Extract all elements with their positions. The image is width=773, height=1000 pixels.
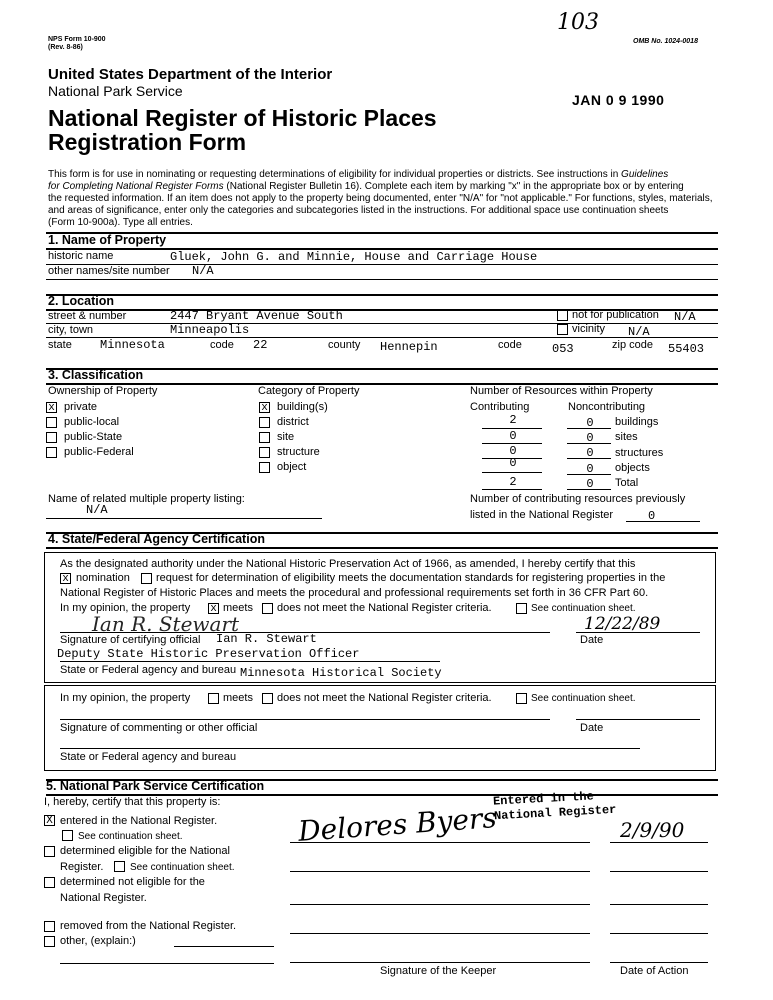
does-not-meet-checkbox-2[interactable] [262, 693, 273, 704]
historic-name-label: historic name [48, 250, 114, 262]
noncontributing-heading: Noncontributing [568, 401, 646, 413]
agency-field[interactable]: Minnesota Historical Society [240, 666, 442, 680]
ownership-option: public-local [64, 416, 120, 428]
intro-line: for Completing National Register Forms (National Register Bulletin 16). Complete each item by marking "x" in the appropriate box or by entering [48, 181, 684, 192]
private-checkbox[interactable]: x [46, 402, 57, 413]
county-label: county [328, 339, 361, 351]
date-label: Date [580, 722, 604, 734]
received-date-stamp: JAN 0 9 1990 [572, 92, 665, 108]
vicinity-label: vicinity [572, 323, 606, 335]
meets-checkbox-2[interactable] [208, 693, 219, 704]
intro-line: the requested information. If an item does not apply to the property being documented, enter "N/A" for "not applicable." For functions, styles, materials, [48, 193, 713, 204]
ownership-option: public-State [64, 431, 123, 443]
eligible-continuation-checkbox[interactable] [114, 861, 125, 872]
eligible-checkbox[interactable] [44, 846, 55, 857]
county-code-label: code [498, 339, 522, 351]
category-option: building(s) [277, 401, 328, 413]
not-for-publication-checkbox[interactable] [557, 310, 568, 321]
resource-row-label: structures [615, 447, 664, 459]
see-continuation-label: See continuation sheet. [531, 603, 636, 614]
removed-checkbox[interactable] [44, 921, 55, 932]
ownership-option: private [64, 401, 98, 413]
keeper-certify-text: I, hereby, certify that this property is: [44, 796, 221, 808]
opinion-label: In my opinion, the property [60, 602, 191, 614]
contributing-sites[interactable]: 0 [509, 429, 517, 443]
not-eligible-checkbox[interactable] [44, 877, 55, 888]
ownership-option: public-Federal [64, 446, 134, 458]
resources-heading: Number of Resources within Property [470, 385, 653, 397]
public-local-checkbox[interactable] [46, 417, 57, 428]
section-3-title: 3. Classification [48, 368, 144, 382]
entered-stamp-2: National Register [493, 802, 617, 824]
intro-line: (Form 10-900a). Type all entries. [48, 217, 193, 228]
form-title: National Register of Historic Places [48, 105, 437, 131]
not-eligible-label-2: National Register. [60, 892, 147, 904]
category-option: object [277, 461, 307, 473]
noncontributing-structures[interactable]: 0 [586, 446, 594, 460]
certifying-signature: Ian R. Stewart [92, 612, 240, 636]
category-option: district [277, 416, 309, 428]
zip-label: zip code [612, 339, 653, 351]
meets-checkbox[interactable]: x [208, 603, 219, 614]
contributing-total[interactable]: 2 [509, 475, 517, 489]
handwritten-number: 103 [557, 10, 599, 35]
intro-line: This form is for use in nominating or requesting determinations of eligibility for individual properties or districts. See instructions in Guidelines [48, 169, 669, 180]
see-continuation-checkbox-2[interactable] [516, 693, 527, 704]
eligibility-request-checkbox[interactable] [141, 573, 152, 584]
object-checkbox[interactable] [259, 462, 270, 473]
contributing-heading: Contributing [470, 401, 530, 413]
county-field[interactable]: Hennepin [380, 340, 438, 354]
other-names-field[interactable]: N/A [192, 264, 214, 278]
other-checkbox[interactable] [44, 936, 55, 947]
nomination-label: nomination [76, 572, 130, 584]
keeper-signature-label: Signature of the Keeper [380, 965, 497, 977]
removed-label: removed from the National Register. [60, 920, 237, 932]
omb-number: OMB No. 1024-0018 [633, 38, 698, 45]
vicinity-value[interactable]: N/A [628, 325, 650, 339]
form-number: NPS Form 10-900 [48, 36, 106, 43]
buildings-checkbox[interactable]: x [259, 402, 270, 413]
eligible-label: determined eligible for the National [60, 845, 230, 857]
action-date[interactable]: 2/9/90 [620, 818, 685, 842]
previously-listed-field[interactable]: 0 [648, 509, 656, 523]
certifying-official-name: Ian R. Stewart [216, 632, 317, 646]
public-state-checkbox[interactable] [46, 432, 57, 443]
structure-checkbox[interactable] [259, 447, 270, 458]
category-option: site [277, 431, 295, 443]
form-revision: (Rev. 8-86) [48, 44, 83, 51]
agency-label: State or Federal agency and bureau [60, 664, 237, 676]
noncontributing-buildings[interactable]: 0 [586, 416, 594, 430]
certification-text: National Register of Historic Places and meets the procedural and professional requirements set forth in 36 CFR Part 60. [60, 587, 649, 599]
form-subtitle: Registration Form [48, 129, 247, 155]
state-label: state [48, 339, 72, 351]
entered-label: entered in the National Register. [60, 815, 218, 827]
site-checkbox[interactable] [259, 432, 270, 443]
not-eligible-label: determined not eligible for the [60, 876, 205, 888]
eligibility-request-label: request for determination of eligibility meets the documentation standards for registering properties in the [156, 572, 666, 584]
section-2-title: 2. Location [48, 294, 114, 308]
ownership-heading: Ownership of Property [48, 385, 158, 397]
street-label: street & number [48, 310, 127, 322]
contributing-structures[interactable]: 0 [509, 444, 517, 458]
resource-row-label: objects [615, 462, 650, 474]
category-heading: Category of Property [258, 385, 360, 397]
state-code-label: code [210, 339, 234, 351]
meets-label: meets [223, 692, 253, 704]
noncontributing-objects[interactable]: 0 [586, 462, 594, 476]
service-name: National Park Service [48, 83, 183, 99]
entered-stamp: Entered in the [492, 789, 595, 809]
not-for-publication-label: not for publication [572, 309, 659, 321]
does-not-meet-label: does not meet the National Register criteria. [277, 692, 492, 704]
resource-row-label: buildings [615, 416, 659, 428]
previously-listed-label-2: listed in the National Register [470, 509, 614, 521]
see-continuation-checkbox[interactable] [516, 603, 527, 614]
date-of-action-label: Date of Action [620, 965, 689, 977]
city-label: city, town [48, 324, 94, 336]
opinion-label: In my opinion, the property [60, 692, 191, 704]
resource-row-label: Total [615, 477, 639, 489]
not-for-publication-value[interactable]: N/A [674, 310, 696, 324]
noncontributing-sites[interactable]: 0 [586, 431, 594, 445]
see-continuation-label: See continuation sheet. [130, 862, 235, 873]
see-continuation-label: See continuation sheet. [78, 831, 183, 842]
contributing-buildings[interactable]: 2 [509, 413, 517, 427]
department-name: United States Department of the Interior [48, 66, 333, 83]
historic-name-field[interactable]: Gluek, John G. and Minnie, House and Carriage House [170, 250, 538, 264]
district-checkbox[interactable] [259, 417, 270, 428]
section-5-title: 5. National Park Service Certification [46, 779, 265, 793]
official-title[interactable]: Deputy State Historic Preservation Officer [57, 647, 360, 661]
state-field[interactable]: Minnesota [100, 338, 165, 352]
other-names-label: other names/site number [48, 265, 170, 277]
street-field[interactable]: 2447 Bryant Avenue South [170, 309, 343, 323]
public-federal-checkbox[interactable] [46, 447, 57, 458]
previously-listed-label: Number of contributing resources previously [470, 493, 686, 505]
section-4-title: 4. State/Federal Agency Certification [48, 532, 265, 546]
city-field[interactable]: Minneapolis [170, 323, 250, 337]
noncontributing-total[interactable]: 0 [586, 477, 594, 491]
vicinity-checkbox[interactable] [557, 324, 568, 335]
state-code-field[interactable]: 22 [253, 338, 268, 352]
eligible-label-2: Register. [60, 861, 104, 873]
county-code-field[interactable]: 053 [552, 342, 574, 356]
see-continuation-label: See continuation sheet. [531, 693, 636, 704]
meets-label: meets [223, 602, 253, 614]
contributing-objects[interactable]: 0 [509, 456, 517, 470]
section-1-title: 1. Name of Property [48, 233, 167, 247]
intro-line: and areas of significance, enter only the categories and subcategories listed in the instructions. For additional space use continuation sheets [48, 205, 669, 216]
zip-field[interactable]: 55403 [668, 342, 705, 356]
resource-row-label: sites [615, 431, 638, 443]
signature-label: Signature of commenting or other official [60, 722, 258, 734]
category-option: structure [277, 446, 320, 458]
signature-label: Signature of certifying official [60, 634, 201, 646]
other-label: other, (explain:) [60, 935, 136, 947]
does-not-meet-checkbox[interactable] [262, 603, 273, 614]
entered-continuation-checkbox[interactable] [62, 830, 73, 841]
does-not-meet-label: does not meet the National Register criteria. [277, 602, 492, 614]
keeper-signature: Delores Byers [297, 801, 498, 848]
date-label: Date [580, 634, 604, 646]
agency-label: State or Federal agency and bureau [60, 751, 237, 763]
entered-checkbox[interactable]: X [44, 815, 55, 826]
certification-date[interactable]: 12/22/89 [584, 614, 661, 634]
nomination-checkbox[interactable]: x [60, 573, 71, 584]
related-listing-label: Name of related multiple property listing: [48, 493, 245, 505]
related-listing-field[interactable]: N/A [86, 503, 108, 517]
certification-text: As the designated authority under the National Historic Preservation Act of 1966, as amended, I hereby certify that this [60, 558, 636, 570]
